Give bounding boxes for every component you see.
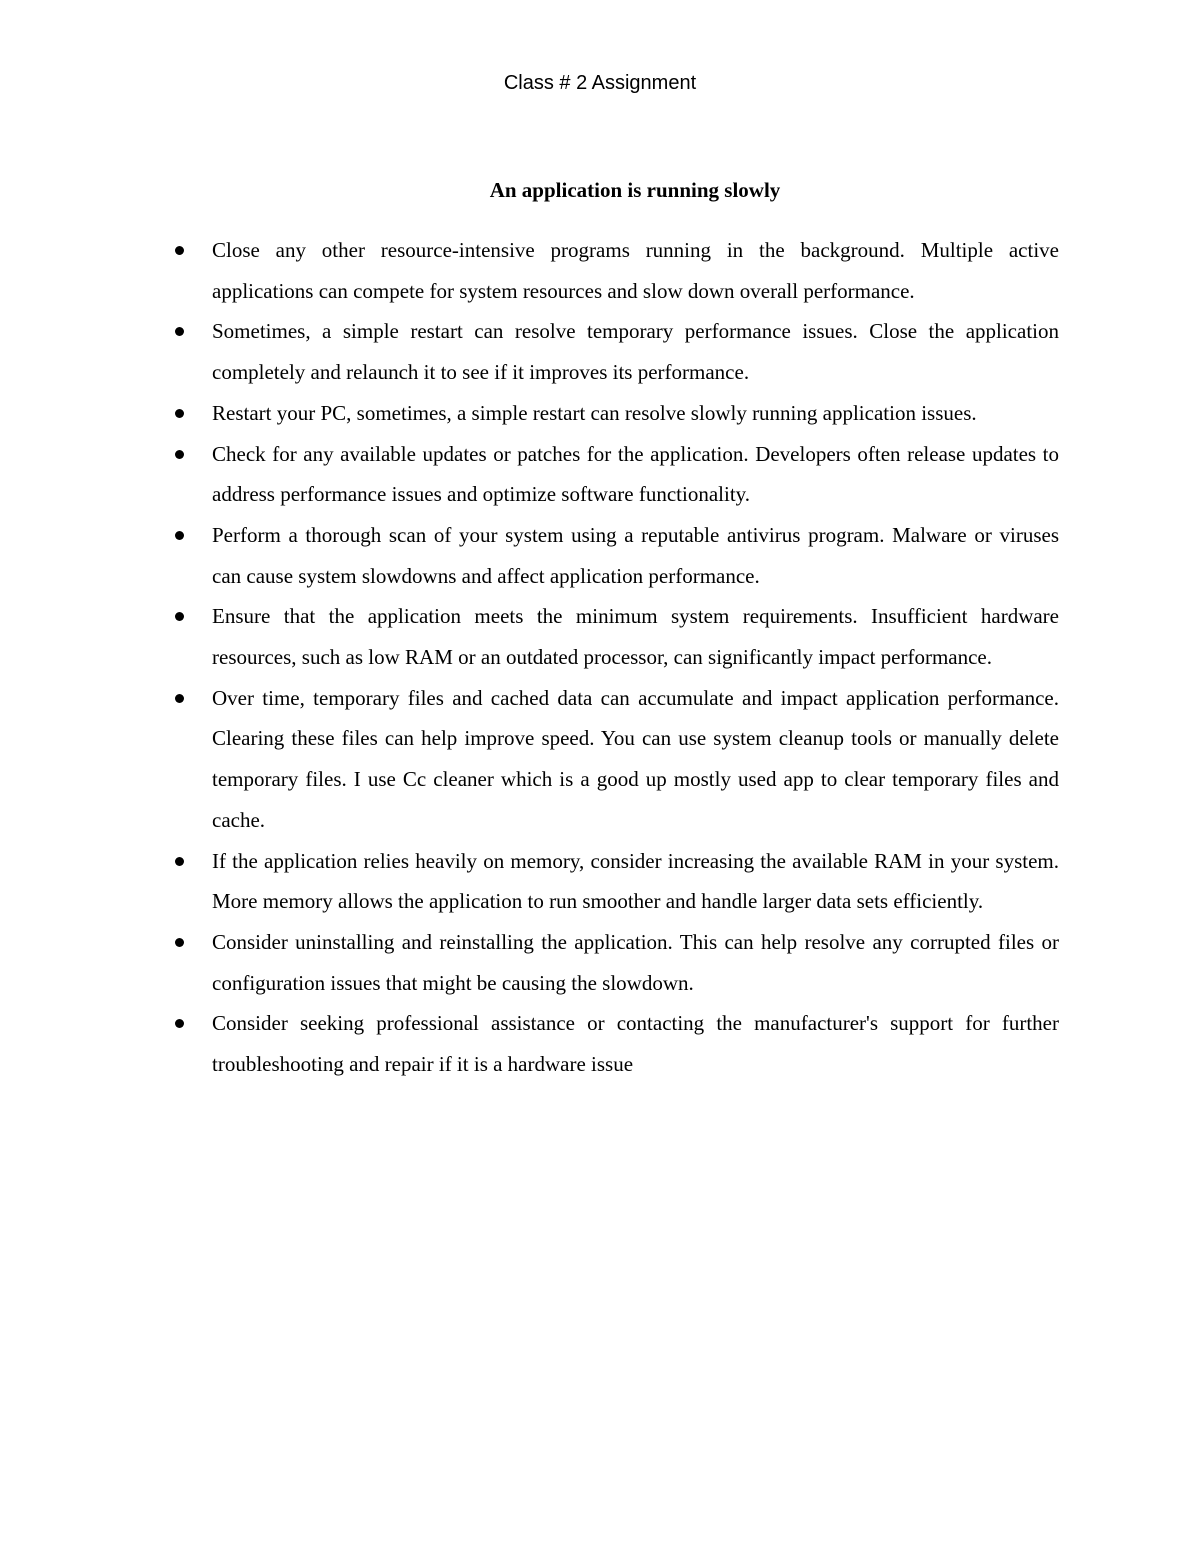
list-item	[172, 311, 1059, 392]
bullet-icon	[175, 327, 184, 336]
list-item-text: If the application relies heavily on memory, consider increasing the available RAM in your system. More memory allows the application to run smoother and handle larger data sets efficiently.	[212, 848, 1059, 914]
list-item	[172, 393, 1059, 434]
list-item	[172, 230, 1059, 311]
bullet-icon	[175, 612, 184, 621]
bullet-icon	[175, 938, 184, 947]
bullet-icon	[175, 857, 184, 866]
page-header: Class # 2 Assignment	[503, 72, 697, 94]
list-item-text: Close any other resource-intensive programs running in the background. Multiple active applications can compete for system resources and slow down overall performance.	[212, 238, 1059, 303]
list-item	[172, 1003, 1059, 1084]
bullet-list	[172, 230, 1059, 1085]
list-item-text: Perform a thorough scan of your system using a reputable antivirus program. Malware or viruses can cause system slowdowns and affect application performance.	[212, 522, 1059, 588]
bullet-icon	[175, 1019, 184, 1028]
bullet-icon	[175, 409, 184, 418]
bullet-icon	[175, 531, 184, 540]
list-item-text: Over time, temporary files and cached data can accumulate and impact application performance. Clearing these files can help improve speed. You can use system cleanup tools or manually delete temporary files. I use Cc cleaner which is a good up mostly used app to clear temporary files and cache.	[212, 685, 1059, 832]
list-item-text: Consider seeking professional assistance or contacting the manufacturer's support for further troubleshooting and repair if it is a hardware issue	[212, 1011, 1059, 1077]
list-item	[172, 596, 1059, 677]
bullet-icon	[175, 694, 184, 703]
list-item-text: Ensure that the application meets the minimum system requirements. Insufficient hardware resources, such as low RAM or an outdated processor, can significantly impact performance.	[212, 604, 1059, 670]
list-item	[172, 841, 1059, 922]
document-title: An application is running slowly	[489, 178, 781, 202]
list-item	[172, 922, 1059, 1003]
list-item-text: Check for any available updates or patches for the application. Developers often release updates to address performance issues and optimize software functionality.	[212, 441, 1059, 507]
list-item	[172, 434, 1059, 515]
bullet-icon	[175, 450, 184, 459]
list-item-text: Sometimes, a simple restart can resolve temporary performance issues. Close the application completely and relaunch it to see if it improves its performance.	[212, 319, 1059, 385]
list-item	[172, 515, 1059, 596]
list-item-text: Consider uninstalling and reinstalling the application. This can help resolve any corrupted files or configuration issues that might be causing the slowdown.	[212, 929, 1059, 995]
list-item	[172, 678, 1059, 841]
bullet-icon	[175, 246, 184, 255]
list-item-text: Restart your PC, sometimes, a simple restart can resolve slowly running application issues.	[212, 400, 977, 425]
